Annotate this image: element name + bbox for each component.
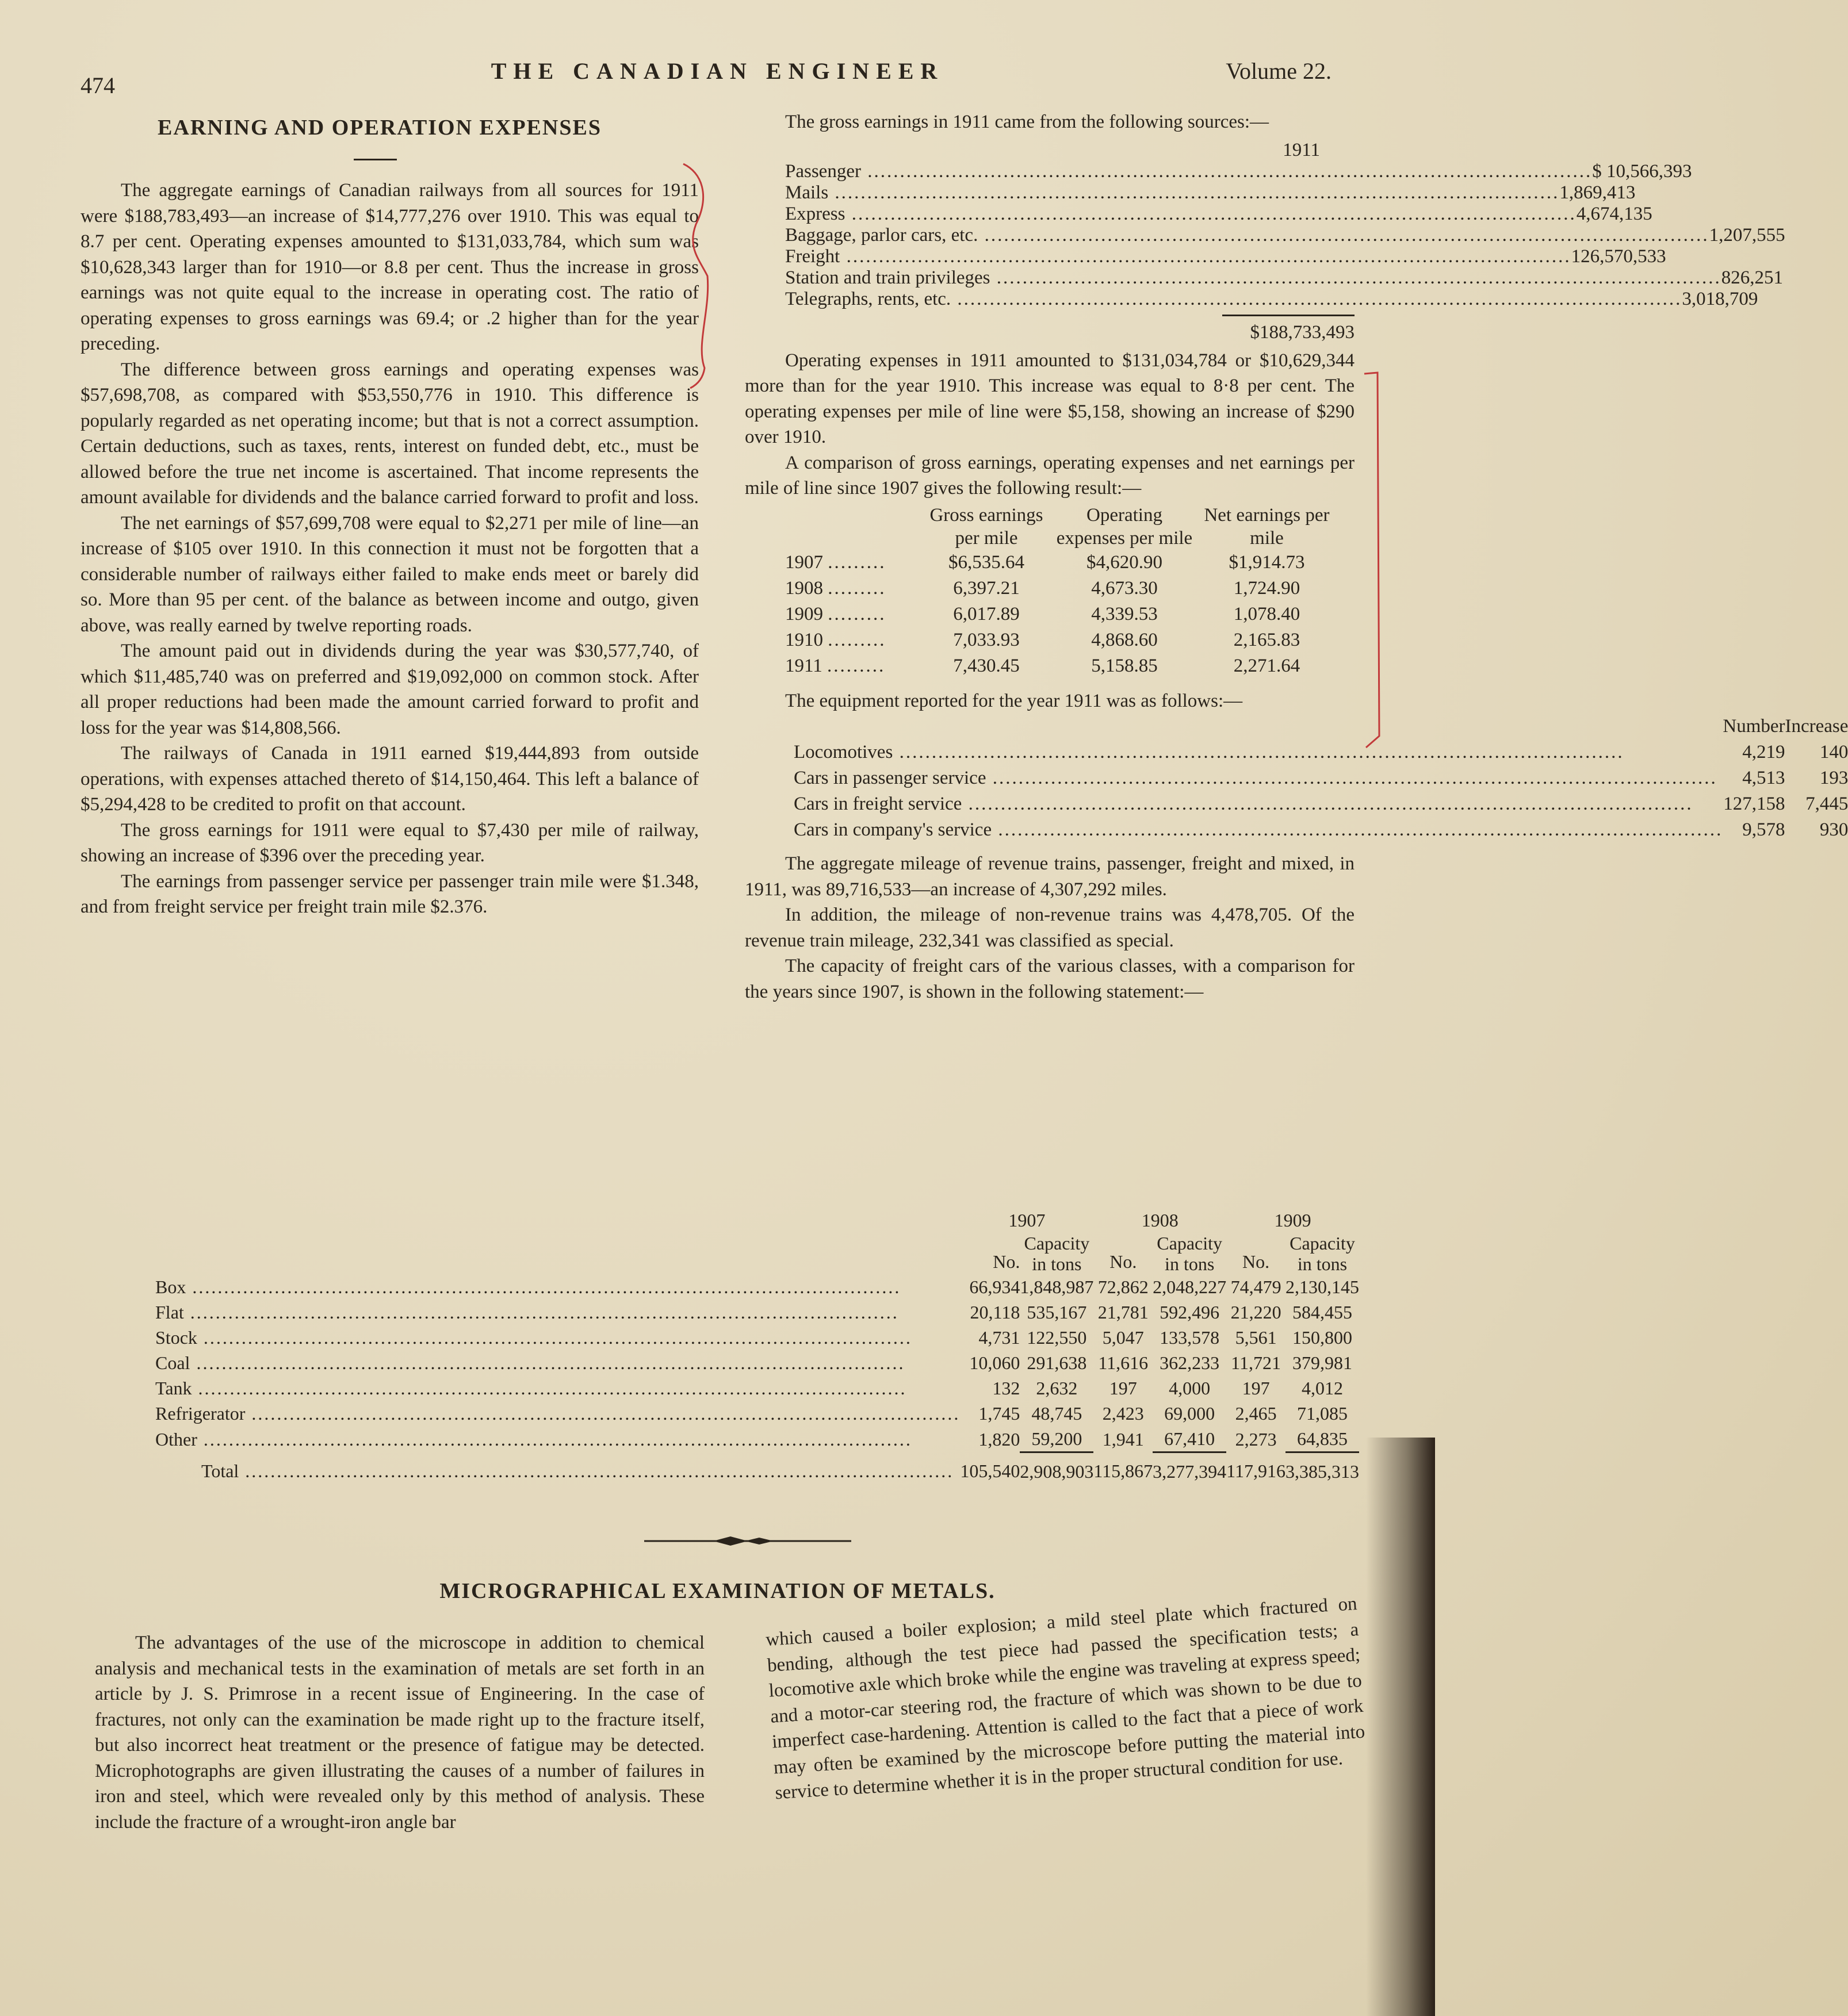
paragraph: The aggregate mileage of revenue trains, passenger, freight and mixed, in 1911, was 89,716,533—an increase of 4,307,292 miles. <box>745 853 1355 900</box>
col-header: No. <box>1109 1251 1137 1272</box>
row-year: 1908 <box>785 577 823 599</box>
item-value: 4,674,135 <box>1576 203 1652 224</box>
paragraph: The amount paid out in dividends during the year was $30,577,740, of which $11,485,740 was on preferred and $19,092,000 on common stock. After all proper reductions had been made the amount carried forward to profit and loss for the year was $14,808,566. <box>81 641 699 738</box>
cell: 7,445 <box>1805 794 1848 814</box>
earnings-article <box>81 115 699 920</box>
table-header-row <box>794 714 1848 739</box>
cell: 535,167 <box>1027 1302 1087 1323</box>
table-header-row <box>785 504 1337 550</box>
cell: Total ..... <box>201 1458 960 1484</box>
list-item <box>785 160 1692 182</box>
list-item <box>785 267 1784 289</box>
title-rule <box>354 159 397 160</box>
cell: 21,781 <box>1097 1302 1149 1323</box>
earnings-body <box>81 178 699 920</box>
cell: 4,673.30 <box>1091 577 1158 599</box>
col-header: Number <box>1723 716 1785 737</box>
cell: 11,616 <box>1098 1352 1149 1373</box>
col-header: No. <box>1242 1251 1270 1272</box>
paragraph: The equipment reported for the year 1911 was as follows:— <box>785 690 1243 711</box>
table-row <box>794 817 1848 843</box>
cell: 2,632 <box>1036 1378 1078 1398</box>
cell: Cars in passenger service ..... <box>794 765 1723 791</box>
cell: 3,277,394 <box>1153 1452 1226 1485</box>
cell: $1,914.73 <box>1229 551 1305 573</box>
table-row <box>794 739 1848 765</box>
right-column <box>745 109 1848 1005</box>
cell: 3,385,313 <box>1285 1452 1359 1485</box>
cell: 64,835 <box>1296 1428 1348 1449</box>
cell: 2,423 <box>1102 1403 1144 1424</box>
cell: 10,060 <box>969 1352 1020 1373</box>
paragraph: In addition, the mileage of non-revenue trains was 4,478,705. Of the revenue train mileage, 232,341 was classified as special. <box>745 904 1355 951</box>
cell: 1,724.90 <box>1233 577 1300 599</box>
row-year: 1907 <box>785 551 823 573</box>
cell: 7,033.93 <box>953 629 1020 650</box>
cell: 2,165.83 <box>1233 629 1300 650</box>
cell: 2,273 <box>1235 1428 1277 1450</box>
table-row <box>155 1401 1359 1426</box>
cell: 291,638 <box>1027 1352 1087 1373</box>
cell: 584,455 <box>1292 1302 1352 1323</box>
cell: 74,479 <box>1230 1277 1281 1297</box>
cell: 150,800 <box>1292 1327 1352 1348</box>
paragraph: which caused a boiler explosion; a mild steel plate which fractured on bending, although the test piece had passed the specification tests; a locomotive axle which broke while the engine was traveling at express speed; and a motor-car steering rod, the fracture of which was shown to be due to imperfect case-hardening. Attention is called to the fact that a piece of work may often be examined by the microscope before putting the material into service to determine whether it is in the proper structural condition for use. <box>765 1593 1366 1804</box>
cell: 4,339.53 <box>1091 603 1158 624</box>
sources-total: $188,733,493 <box>1222 315 1355 343</box>
cell: 379,981 <box>1292 1352 1352 1373</box>
cell: 132 <box>992 1378 1020 1398</box>
cell: 9,578 <box>1742 819 1785 840</box>
cell: 127,158 <box>1723 794 1785 814</box>
table-row <box>155 1350 1359 1375</box>
cell: 11,721 <box>1231 1352 1281 1373</box>
cell: 117,916 <box>1226 1461 1285 1482</box>
cell: 59,200 <box>1031 1428 1082 1449</box>
cell: 4,513 <box>1742 768 1785 788</box>
cell: 1,078.40 <box>1233 603 1300 624</box>
table-row <box>155 1426 1359 1452</box>
table-row: 1907 ......... $6,535.64 $4,620.90 $1,914.73 <box>785 550 1337 576</box>
cell: Refrigerator ..... <box>155 1401 960 1426</box>
cell: 930 <box>1819 819 1848 840</box>
item-label: Express ..... <box>785 204 1577 225</box>
cell: 140 <box>1819 742 1848 762</box>
cell: $4,620.90 <box>1086 551 1162 573</box>
cell: Stock ..... <box>155 1325 960 1350</box>
cell: 4,219 <box>1742 742 1785 762</box>
item-label: Baggage, parlor cars, etc. ..... <box>785 225 1709 246</box>
item-value: 3,018,709 <box>1682 288 1758 309</box>
item-label: Station and train privileges ..... <box>785 267 1721 289</box>
red-brace-left <box>679 161 713 391</box>
table-row <box>155 1300 1359 1325</box>
paragraph: A comparison of gross earnings, operating expenses and net earnings per mile of line since 1907 gives the following result:— <box>745 452 1355 499</box>
cell: 122,550 <box>1027 1327 1087 1348</box>
paragraph: The advantages of the use of the microscope in addition to chemical analysis and mechanical tests in the examination of metals are set forth in an article by J. S. Primrose in a recent issue of Engineering. In the case of fractures, not only can the examination be made right up to the fracture itself, but also incorrect heat treatment or the presence of fatigue may be detected. Microphotographs are given illustrating the causes of a number of failures in iron and steel, which were revealed only by this method of analysis. These include the fracture of a wrought-iron angle bar <box>95 1632 705 1833</box>
year-1908: 1908 <box>1141 1210 1179 1231</box>
sources-list <box>785 139 1785 343</box>
row-year: 1909 <box>785 603 823 624</box>
item-label: Telegraphs, rents, etc. ..... <box>785 289 1682 310</box>
year-row <box>155 1208 1359 1233</box>
sources-intro <box>745 109 1355 135</box>
cell: Flat ..... <box>155 1300 960 1325</box>
paragraph: The difference between gross earnings and operating expenses was $57,698,708, as compared with $53,550,776 in 1910. This difference is popularly regarded as net operating income; but that is not a correct assumption. Certain deductions, such as taxes, rents, interest on funded debt, etc., must be allowed before the true net income is ascertained. That income represents the amount available for dividends and the balance carried forward to profit and loss. <box>81 359 699 508</box>
item-value: 126,570,533 <box>1571 246 1666 267</box>
equipment-intro <box>745 688 1355 714</box>
cell: 2,048,227 <box>1153 1277 1227 1297</box>
cell: 1,941 <box>1102 1428 1144 1450</box>
cell: 5,158.85 <box>1091 655 1158 676</box>
ornament-divider <box>644 1532 851 1550</box>
cell: 197 <box>1242 1378 1270 1398</box>
paragraph: Operating expenses in 1911 amounted to $131,034,784 or $10,629,344 more than for the year 1910. This increase was equal to 8·8 per cent. The operating expenses per mile of line were $5,158, showing an increase of $290 over 1910. <box>745 350 1355 447</box>
table-row <box>155 1375 1359 1401</box>
page-number: 474 <box>81 72 115 98</box>
volume-label: Volume 22. <box>1226 58 1332 84</box>
table-row <box>794 765 1848 791</box>
item-label: Freight ..... <box>785 246 1571 267</box>
cell: 4,868.60 <box>1091 629 1158 650</box>
paragraph: The earnings from passenger service per passenger train mile were $1.348, and from freight service per freight train mile $2.376. <box>81 871 699 917</box>
cell: 6,017.89 <box>953 603 1020 624</box>
page-curl-shadow <box>1366 1438 1435 2016</box>
row-year: 1911 <box>785 655 822 676</box>
table-header-row <box>155 1233 1359 1274</box>
cell: 1,848,987 <box>1020 1277 1094 1297</box>
paragraph: The net earnings of $57,699,708 were equal to $2,271 per mile of line—an increase of $105 over 1910. In this connection it must not be forgotten that a considerable number of railways either failed to make ends meet or barely did so. More than 95 per cent. of the balance as between income and outgo, given above, was really earned by twelve reporting roads. <box>81 512 699 636</box>
cell: 4,731 <box>978 1327 1020 1348</box>
cell: $6,535.64 <box>948 551 1024 573</box>
capacity-table <box>155 1208 1359 1484</box>
item-label: Passenger ..... <box>785 161 1592 182</box>
col-header: Net earnings per mile <box>1204 504 1330 549</box>
col-header: Increase <box>1785 716 1848 737</box>
cell: 193 <box>1819 768 1848 788</box>
earnings-title: EARNING AND OPERATION EXPENSES <box>158 116 602 140</box>
cell: Cars in company's service ..... <box>794 817 1723 843</box>
table-row: 1911 ......... 7,430.45 5,158.85 2,271.64 <box>785 653 1337 679</box>
item-value: 1,869,413 <box>1559 182 1636 203</box>
item-value: $ 10,566,393 <box>1592 160 1692 182</box>
cell: Locomotives ..... <box>794 739 1723 765</box>
cell: 6,397.21 <box>953 577 1020 599</box>
cell: 2,271.64 <box>1233 655 1300 676</box>
cell: 105,540 <box>960 1461 1020 1482</box>
cell: 67,410 <box>1164 1428 1215 1449</box>
cell: 592,496 <box>1160 1302 1220 1323</box>
cell: Other ..... <box>155 1427 960 1452</box>
row-year: 1910 <box>785 629 823 650</box>
cell: 115,867 <box>1093 1461 1153 1482</box>
cell: 1,745 <box>978 1403 1020 1424</box>
col-header: No. <box>993 1251 1020 1272</box>
cell: Cars in freight service ..... <box>794 791 1723 817</box>
col-header: Gross earnings per mile <box>929 504 1043 549</box>
item-label: Mails ..... <box>785 182 1559 204</box>
cell: 2,130,145 <box>1285 1277 1359 1297</box>
list-item <box>785 203 1652 225</box>
cell: 4,000 <box>1169 1378 1211 1398</box>
col-header: Capacity in tons <box>1290 1233 1355 1274</box>
cell: 21,220 <box>1230 1302 1281 1323</box>
paragraph: The capacity of freight cars of the various classes, with a comparison for the years since 1907, is shown in the following statement:— <box>745 956 1355 1002</box>
micro-left <box>95 1630 705 1835</box>
year-1907: 1907 <box>1008 1210 1046 1231</box>
list-item <box>785 224 1785 246</box>
cell: 2,465 <box>1235 1403 1277 1424</box>
cell: 20,118 <box>970 1302 1020 1323</box>
cell: 5,047 <box>1102 1327 1144 1348</box>
paragraph: The railways of Canada in 1911 earned $19,444,893 from outside operations, with expenses attached thereto of $14,150,464. This left a balance of $5,294,428 to be credited to profit on that account. <box>81 743 699 815</box>
total-row <box>155 1452 1359 1485</box>
cell: 362,233 <box>1160 1352 1220 1373</box>
cell: 197 <box>1109 1378 1137 1398</box>
table-row: 1909 ......... 6,017.89 4,339.53 1,078.40 <box>785 601 1337 627</box>
cell: 4,012 <box>1301 1378 1343 1398</box>
list-item <box>785 246 1666 267</box>
table-row <box>155 1325 1359 1350</box>
cell: 2,908,903 <box>1020 1452 1093 1485</box>
operating-text <box>745 348 1355 501</box>
cell: 48,745 <box>1031 1403 1082 1424</box>
cell: 5,561 <box>1235 1327 1277 1348</box>
list-item <box>785 288 1758 310</box>
item-value: 1,207,555 <box>1709 224 1785 246</box>
cell: Box ..... <box>155 1274 960 1300</box>
cell: 71,085 <box>1296 1403 1348 1424</box>
paragraph: The gross earnings for 1911 were equal to $7,430 per mile of railway, showing an increase of $396 over the preceding year. <box>81 819 699 866</box>
cell: 7,430.45 <box>953 655 1020 676</box>
cell: 133,578 <box>1160 1327 1220 1348</box>
item-value: 826,251 <box>1721 267 1784 288</box>
sources-year: 1911 <box>1283 139 1320 160</box>
sources-total-row <box>785 315 1355 343</box>
col-header: Capacity in tons <box>1157 1233 1223 1274</box>
per-mile-table <box>785 504 1337 679</box>
col-header: Operating expenses per mile <box>1056 504 1193 549</box>
table-row <box>155 1274 1359 1300</box>
micro-title: MICROGRAPHICAL EXAMINATION OF METALS. <box>439 1579 996 1603</box>
cell: 66,934 <box>969 1277 1020 1297</box>
cell: Tank ..... <box>155 1375 960 1401</box>
table-row: 1910 ......... 7,033.93 4,868.60 2,165.83 <box>785 627 1337 653</box>
cell: 1,820 <box>978 1428 1020 1450</box>
list-item <box>785 182 1636 204</box>
red-bracket-right <box>1363 368 1398 759</box>
cell: Coal ..... <box>155 1350 960 1375</box>
table-row: 1908 ......... 6,397.21 4,673.30 1,724.90 <box>785 576 1337 601</box>
equipment-table <box>794 714 1848 843</box>
paragraph: The gross earnings in 1911 came from the following sources:— <box>785 112 1269 132</box>
year-1909: 1909 <box>1274 1210 1311 1231</box>
cell: 69,000 <box>1164 1403 1215 1424</box>
table-row <box>794 791 1848 817</box>
col-header: Capacity in tons <box>1024 1233 1090 1274</box>
journal-title: THE CANADIAN ENGINEER <box>491 58 944 84</box>
cell: 72,862 <box>1097 1277 1149 1297</box>
micro-right <box>765 1591 1367 1806</box>
mileage-text <box>745 851 1355 1005</box>
paragraph: The aggregate earnings of Canadian railways from all sources for 1911 were $188,783,493—an increase of $14,777,276 over 1910. This was equal to 8.7 per cent. Operating expenses amounted to $131,033,784, which sum was $10,628,343 larger than for 1910—or 8.8 per cent. Thus the increase in gross earnings was not quite equal to the increase in operating cost. The ratio of operating expenses to gross earnings was 69.4; or .2 higher than for the year preceding. <box>81 180 699 354</box>
